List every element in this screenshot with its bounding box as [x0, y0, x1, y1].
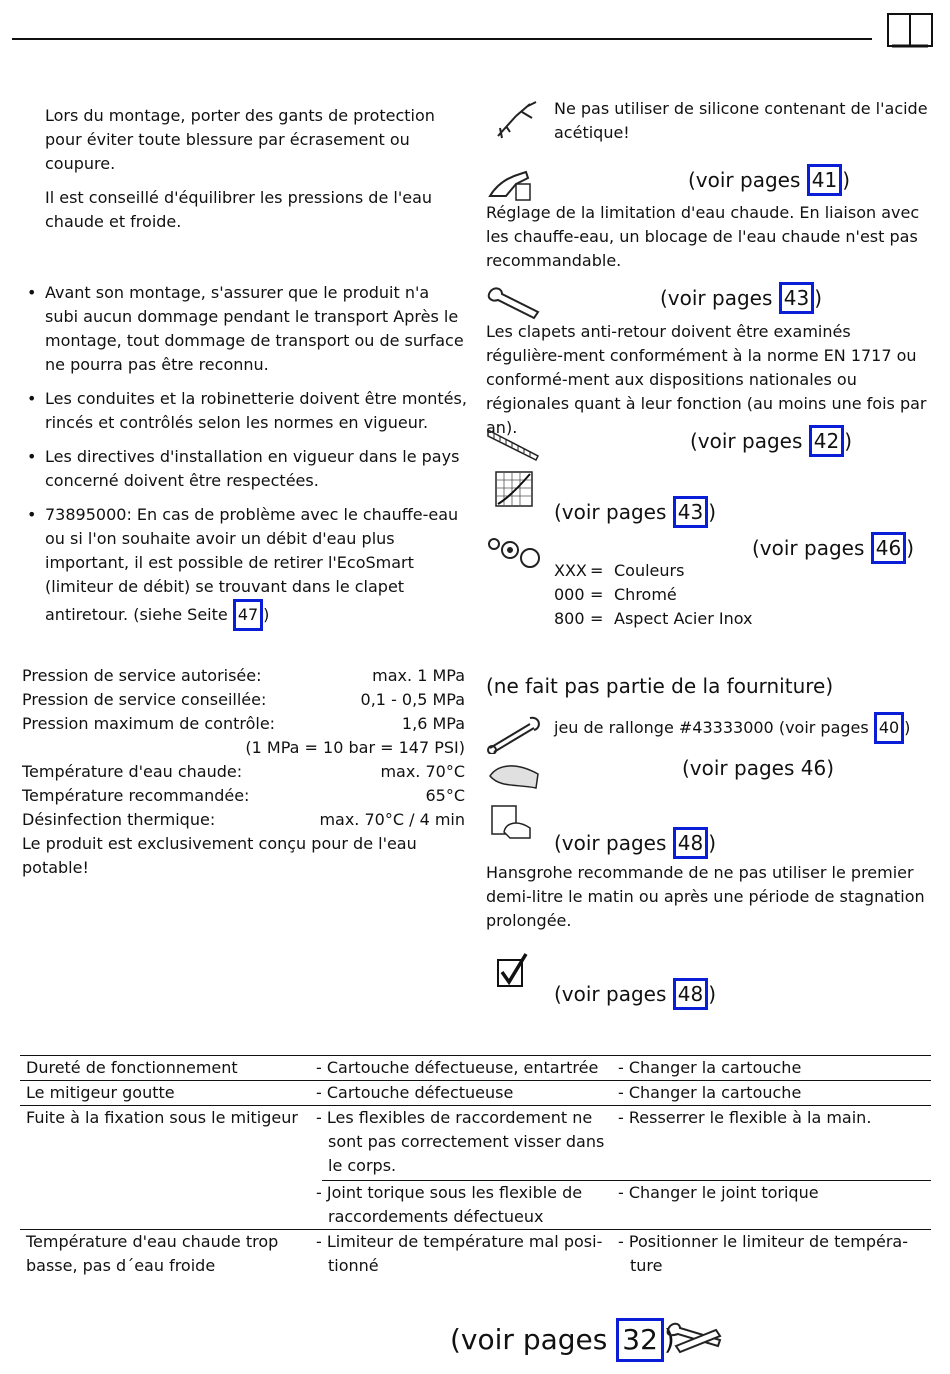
- spec-row: [22, 736, 465, 760]
- voir-text: (voir pages: [554, 831, 673, 855]
- spec-value: (1 MPa = 10 bar = 147 PSI): [245, 738, 465, 757]
- spec-row: [22, 664, 465, 688]
- list-item: • Avant son montage, s'assurer que le produit n'a subi aucun dommage pendant le transport Après le montage, tout dommage de transport ou de surface ne pourra pas être reconnu.: [23, 281, 467, 377]
- troubleshooting-table: [20, 1055, 931, 1278]
- list-item-ecosmart: [23, 503, 467, 631]
- potable-note: Le produit est exclusivement conçu pour de l'eau potable!: [22, 834, 417, 877]
- color-name: Couleurs: [614, 561, 685, 580]
- color-code: 000: [554, 585, 585, 604]
- color-codes: [554, 559, 854, 631]
- spec-label: Température d'eau chaude:: [22, 762, 243, 781]
- cause-cell: - Les flexibles de raccordement ne sont pas correctement visser dans le corps.: [322, 1106, 624, 1181]
- voir-text: (voir pages: [554, 982, 673, 1006]
- page-link-46[interactable]: 46: [871, 532, 906, 564]
- voir-text: (voir pages: [660, 286, 779, 310]
- extension-wrench-icon: [486, 714, 542, 754]
- spec-value: 0,1 - 0,5 MPa: [360, 690, 465, 709]
- ecosmart-text: 73895000: En cas de problème avec le chauffe-eau ou si l'on souhaite avoir un débit d'eau plus important, il est possible de retirer l'EcoSmart (limiteur de débit) se trouvant dans le clapet antiretour. (siehe Seite: [45, 505, 459, 624]
- spec-row: [22, 760, 465, 784]
- voir-text: (voir pages: [450, 1323, 617, 1356]
- paren: ): [708, 982, 717, 1006]
- cause-cell: - Joint torique sous les flexible de raccordements défectueux: [322, 1181, 624, 1230]
- page-link-43b[interactable]: 43: [673, 496, 708, 528]
- color-row: [554, 583, 854, 607]
- hot-water-note: Réglage de la limitation d'eau chaude. En liaison avec les chauffe-eau, un blocage de l'eau chaude n'est pas recommandable.: [486, 203, 920, 270]
- voir-48a: [554, 827, 716, 859]
- spec-value: max. 70°C: [380, 762, 465, 781]
- paren: ): [663, 1323, 675, 1356]
- ruler-icon: [486, 426, 540, 462]
- color-row: [554, 559, 854, 583]
- page-link-43[interactable]: 43: [779, 282, 814, 314]
- color-code: XXX: [554, 561, 587, 580]
- table-row: [20, 1081, 931, 1106]
- hand-outlet-icon: [490, 804, 534, 840]
- intro-gloves: Lors du montage, porter des gants de protection pour éviter toute blessure par écrasement ou coupure.: [45, 106, 435, 173]
- intro-block: [45, 104, 465, 244]
- voir-text: (voir pages: [554, 500, 673, 524]
- spec-value: 65°C: [425, 786, 465, 805]
- extension-note: [554, 712, 910, 744]
- equals: =: [590, 585, 604, 604]
- remedy-cell: - Positionner le limiteur de tempéra-ture: [618, 1232, 908, 1275]
- list-item: • Les conduites et la robinetterie doivent être montés, rincés et contrôlés selon les normes en vigueur.: [23, 387, 467, 435]
- intro-pressure: Il est conseillé d'équilibrer les pressions de l'eau chaude et froide.: [45, 188, 433, 231]
- silicone-warning: Ne pas utiliser de silicone contenant de l'acide acétique!: [554, 99, 928, 142]
- tech-specs: [22, 664, 465, 880]
- spec-label: Température recommandée:: [22, 786, 250, 805]
- voir-text: (voir pages: [688, 168, 807, 192]
- footer-reference: [450, 1318, 675, 1362]
- page-link-48[interactable]: 48: [673, 827, 708, 859]
- safety-list: [23, 281, 467, 641]
- paren: ): [263, 605, 270, 624]
- paren: ): [814, 286, 823, 310]
- spec-value: max. 70°C / 4 min: [319, 810, 465, 829]
- check-valve-note: Les clapets anti-retour doivent être examinés régulière-ment conformément à la norme EN 1717 ou conformé-ment aux dispositions nationales ou régionales quant à leur fonction (au moins une fois par an).: [486, 322, 927, 437]
- book-icon: [886, 12, 934, 48]
- voir-text: (voir pages: [752, 536, 871, 560]
- list-item: • Les directives d'installation en vigueur dans le pays concerné doivent être respectées.: [23, 445, 467, 493]
- graph-grid-icon: [494, 470, 534, 508]
- problem-cell: Fuite à la fixation sous le mitigeur: [20, 1106, 322, 1230]
- paren: ): [906, 536, 915, 560]
- extension-text: jeu de rallonge #43333000 (voir pages: [554, 718, 874, 737]
- voir-42: [690, 425, 852, 457]
- spare-parts-icon: [486, 534, 542, 570]
- paren: ): [904, 718, 911, 737]
- paren: ): [844, 429, 853, 453]
- table-row: [20, 1106, 931, 1181]
- cause-cell: - Cartouche défectueuse, entartrée: [322, 1056, 624, 1081]
- equals: =: [590, 561, 604, 580]
- spec-label: Pression de service autorisée:: [22, 666, 262, 685]
- spec-row: [22, 712, 465, 736]
- hansgrohe-recommendation: Hansgrohe recommande de ne pas utiliser le premier demi-litre le matin ou après une période de stagnation prolongée.: [486, 863, 925, 930]
- remedy-cell: - Resserrer le flexible à la main.: [624, 1106, 931, 1181]
- silicone-gun-icon: [492, 98, 542, 140]
- spec-row: [22, 784, 465, 808]
- remedy-cell: - Changer la cartouche: [624, 1056, 931, 1081]
- color-row: [554, 607, 854, 631]
- checkbox-icon: [496, 952, 530, 988]
- voir-43a: [660, 282, 822, 314]
- not-supplied-note: (ne fait pas partie de la fourniture): [486, 674, 834, 698]
- spec-value: max. 1 MPa: [372, 666, 465, 685]
- voir-41: [688, 164, 850, 196]
- header-rule: [12, 38, 872, 40]
- cause-cell: - Limiteur de température mal posi-tionné: [316, 1232, 603, 1275]
- spec-row: [22, 808, 465, 832]
- cleaning-note: (voir pages 46): [682, 756, 834, 780]
- color-code: 800: [554, 609, 585, 628]
- paren: ): [708, 831, 717, 855]
- page-link-48b[interactable]: 48: [673, 978, 708, 1010]
- table-row: [20, 1056, 931, 1081]
- page-link-47[interactable]: 47: [233, 599, 263, 631]
- paren: ): [842, 168, 851, 192]
- voir-43b: [554, 496, 716, 528]
- cause-cell: - Cartouche défectueuse: [322, 1081, 624, 1106]
- problem-cell: Dureté de fonctionnement: [20, 1056, 322, 1081]
- voir-48b: [554, 978, 716, 1010]
- shower-handle-icon: [486, 166, 534, 204]
- cleaning-cloth-icon: [486, 758, 542, 794]
- equals: =: [590, 609, 604, 628]
- spec-value: 1,6 MPa: [401, 714, 465, 733]
- remedy-cell: - Changer le joint torique: [624, 1181, 931, 1230]
- page-link-40[interactable]: 40: [874, 712, 904, 744]
- voir-text: (voir pages: [690, 429, 809, 453]
- remedy-cell: - Changer la cartouche: [624, 1081, 931, 1106]
- paren: ): [708, 500, 717, 524]
- page-link-32[interactable]: 32: [616, 1318, 664, 1362]
- spec-label: Pression de service conseillée:: [22, 690, 267, 709]
- page-link-42[interactable]: 42: [809, 425, 844, 457]
- spec-label: Pression maximum de contrôle:: [22, 714, 276, 733]
- spec-label: Désinfection thermique:: [22, 810, 216, 829]
- color-name: Aspect Acier Inox: [614, 609, 753, 628]
- tools-icon: [663, 1320, 724, 1356]
- table-row: [20, 1230, 931, 1279]
- spec-row: [22, 688, 465, 712]
- color-name: Chromé: [614, 585, 677, 604]
- page-link-41[interactable]: 41: [807, 164, 842, 196]
- problem-cell: Température d'eau chaude trop basse, pas d´eau froide: [26, 1232, 279, 1275]
- problem-cell: Le mitigeur goutte: [20, 1081, 322, 1106]
- wrench-icon: [486, 284, 542, 320]
